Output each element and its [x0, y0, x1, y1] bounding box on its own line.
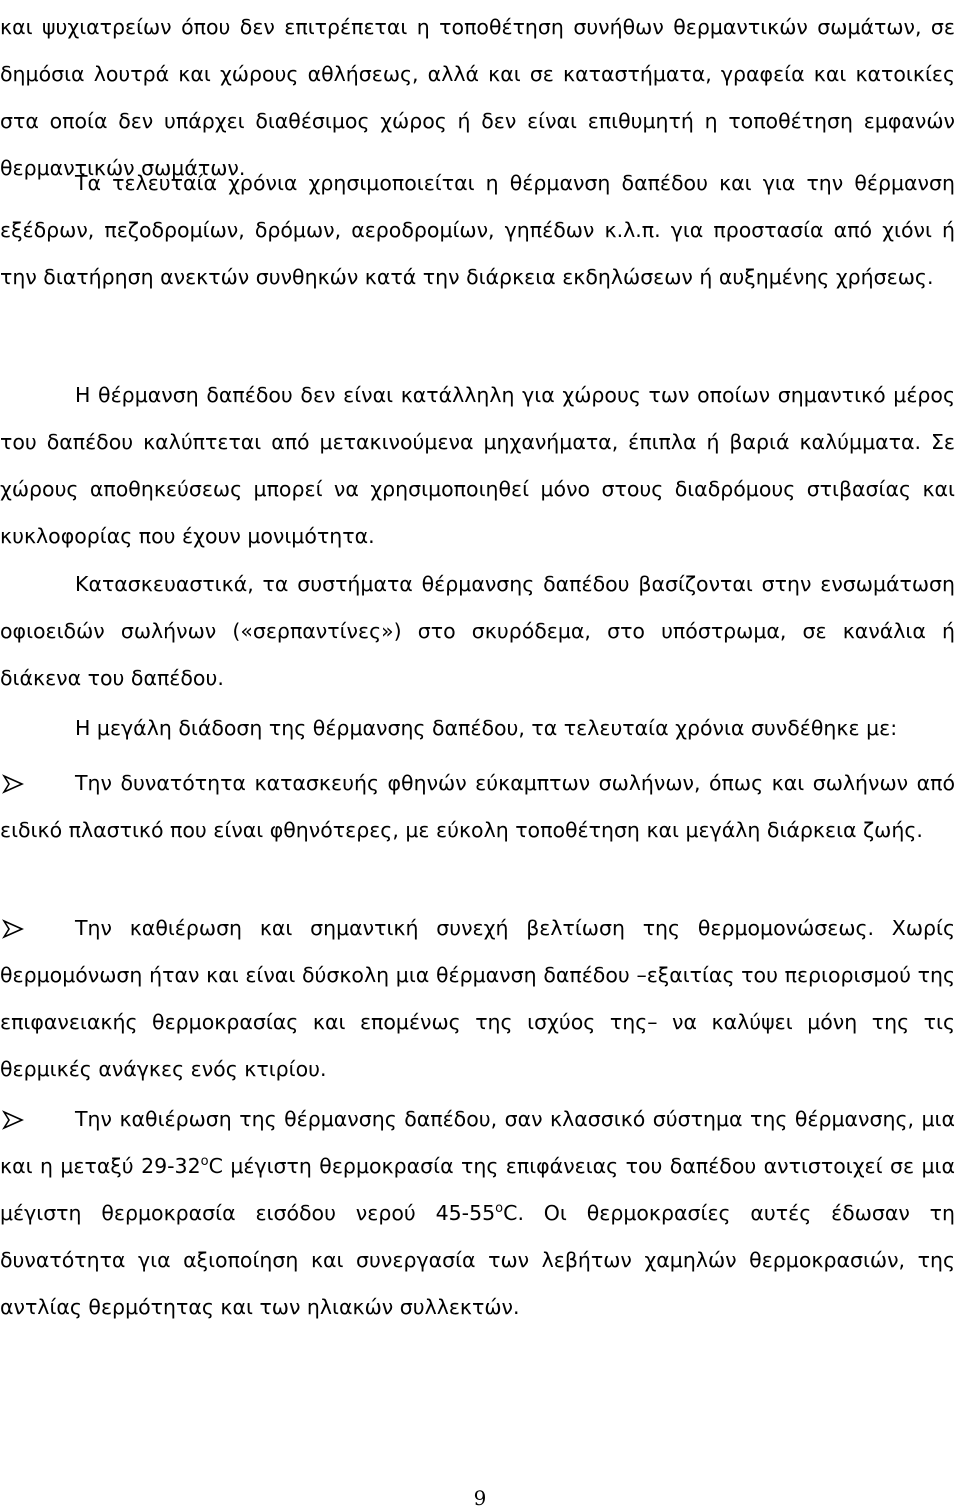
- degree-superscript: ο: [200, 1154, 209, 1169]
- bullet-3-text-part-1: Την καθιέρωση της θέρμανσης δαπέδου, σαν κλασσικό σύστημα της θέρμανσης, μια και η μεταξύ 29-32: [0, 1107, 955, 1178]
- paragraph-construction: Κατασκευαστικά, τα συστήματα θέρμανσης δαπέδου βασίζονται στην ενσωμάτωση οφιοειδών σωλήνων («σερπαντίνες») στο σκυρόδεμα, στο υπόστρωμα, σε κανάλια ή διάκενα του δαπέδου.: [0, 572, 955, 690]
- degree-superscript: ο: [495, 1201, 504, 1216]
- bullet-3-text-part-3: C. Οι θερμοκρασίες αυτές έδωσαν τη δυνατότητα για αξιοποίηση και συνεργασία των λεβήτων χαμηλών θερμοκρασιών, της αντλίας θερμότητας και των ηλιακών συλλεκτών.: [0, 1201, 955, 1319]
- bullet-3-text-part-2: C μέγιστη θερμοκρασία της επιφάνειας του δαπέδου αντιστοιχεί σε μια μέγιστη θερμοκρασία εισόδου νερού 45-55: [0, 1154, 955, 1225]
- bullet-item-flexible-pipes: Την δυνατότητα κατασκευής φθηνών εύκαμπτων σωλήνων, όπως και σωλήνων από ειδικό πλαστικό που είναι φθηνότερες, με εύκολη τοποθέτηση και μεγάλη διάρκεια ζωής.: [0, 771, 955, 842]
- paragraph-spread-intro: Η μεγάλη διάδοση της θέρμανσης δαπέδου, τα τελευταία χρόνια συνδέθηκε με:: [75, 716, 898, 740]
- page-number: 9: [473, 1486, 487, 1510]
- paragraph-building-types: και ψυχιατρείων όπου δεν επιτρέπεται η τοποθέτηση συνήθων θερμαντικών σωμάτων, σε δημόσια λουτρά και χώρους αθλήσεως, αλλά και σε καταστήματα, γραφεία και κατοικίες στα οποία δεν υπάρχει διαθέσιμος χώρος ή δεν είναι επιθυμητή η τοποθέτηση εμφανών θερμαντικών σωμάτων.: [0, 15, 955, 180]
- paragraph-unsuitable-spaces: Η θέρμανση δαπέδου δεν είναι κατάλληλη για χώρους των οποίων σημαντικό μέρος του δαπέδου καλύπτεται από μετακινούμενα μηχανήματα, έπιπλα ή βαριά καλύμματα. Σε χώρους αποθηκεύσεως μπορεί να χρησιμοποιηθεί μόνο στους διαδρόμους στιβασίας και κυκλοφορίας που έχουν μονιμότητα.: [0, 383, 955, 548]
- bullet-item-classic-system: [0, 1096, 955, 1331]
- paragraph-outdoor-applications: Τα τελευταία χρόνια χρησιμοποιείται η θέρμανση δαπέδου και για την θέρμανση εξέδρων, πεζοδρομίων, δρόμων, αεροδρομίων, γηπέδων κ.λ.π. για προστασία από χιόνι ή την διατήρηση ανεκτών συνθηκών κατά την διάρκεια εκδηλώσεων ή αυξημένης χρήσεως.: [0, 171, 955, 289]
- bullet-item-thermal-insulation: Την καθιέρωση και σημαντική συνεχή βελτίωση της θερμομονώσεως. Χωρίς θερμομόνωση ήταν και είναι δύσκολη μια θέρμανση δαπέδου –εξαιτίας του περιορισμού της επιφανειακής θερμοκρασίας και επομένως της ισχύος της– να καλύψει μόνη της τις θερμικές ανάγκες ενός κτιρίου.: [0, 916, 955, 1081]
